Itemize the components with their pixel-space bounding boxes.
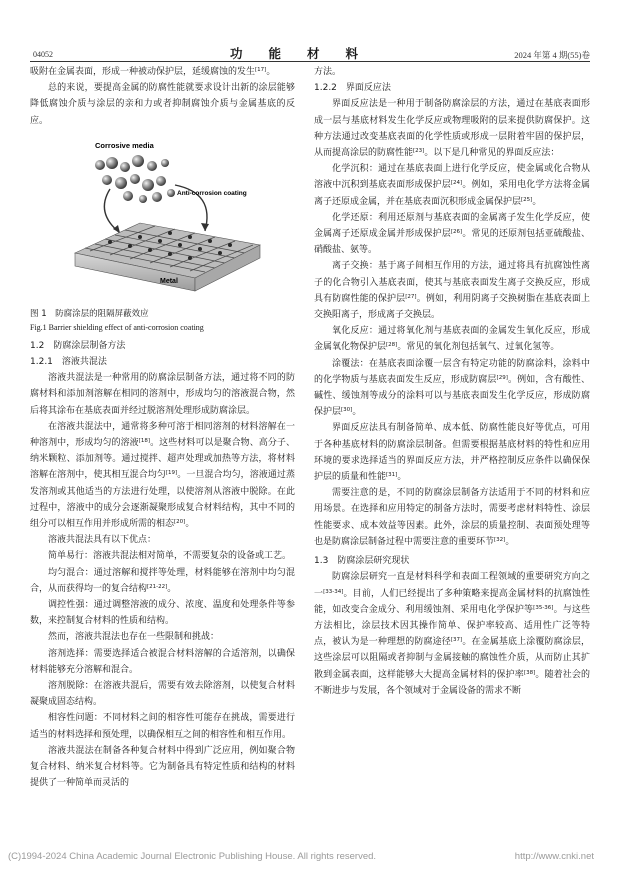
citation: [25]	[521, 196, 533, 203]
paragraph: 吸附在金属表面，形成一种被动保护层，延缓腐蚀的发生[17]。	[30, 67, 276, 77]
left-column	[30, 64, 295, 792]
paragraph: 调控性强：通过调整溶液的成分、浓度、温度和处理条件等参数，来控制复合材料的性质和结构。	[30, 600, 295, 627]
coating-label: Anti-corrosion coating	[177, 189, 247, 197]
footer-url[interactable]: http://www.cnki.net	[514, 851, 594, 862]
subsection-heading: 1.2.1 溶液共混法	[30, 357, 107, 368]
paragraph: 在溶液共混法中，通常将多种可溶于相同溶剂的材料溶解在一种溶剂中，形成均匀的溶液[18]。这些材料可以是聚合物、高分子、纳米颗粒、添加剂等。通过搅拌、超声处理或加热等方法，将材料溶解在溶剂中，使其相互混合均匀[19]。一旦混合均匀，溶液通过蒸发溶剂或其他适当的方法进行处理，以使溶剂从溶液中脱除。在此过程中，溶液中的成分会逐渐凝聚形成复合材料结构，其中不同的组分可以相互作用并形成所需的相态[20]。	[30, 421, 295, 530]
citation: [24]	[450, 180, 463, 187]
paragraph: 涂覆法：在基底表面涂覆一层含有特定功能的防腐涂料，涂料中的化学物质与基底表面发生反应，形成防腐层[29]。例如，含有酸性、碱性、缓蚀剂等成分的涂料可以与基底表面发生化学反应，形成防腐保护层[30]。	[314, 358, 590, 418]
paragraph: 化学沉积：通过在基底表面上进行化学反应，使金属或化合物从溶液中沉积到基底表面形成保护层[24]。例如，采用电化学方法将金属离子还原成金属，并在基底表面沉积形成金属保护层[25]。	[314, 164, 590, 207]
citation: [27]	[405, 293, 417, 300]
paragraph: 溶液共混法在制备各种复合材料中得到广泛应用，例如聚合物复合材料、纳米复合材料等。它为制备具有特定性质和结构的材料提供了一种简单而灵活的	[30, 745, 295, 789]
citation: [33-34]	[323, 588, 344, 595]
citation: [31]	[386, 472, 398, 479]
paragraph: 需要注意的是，不同的防腐涂层制备方法适用于不同的材料和应用场景。在选择和应用特定的制备方法时，需要考虑材料特性、涂层性能要求、成本效益等因素。此外，涂层的质量控制、表面预处理等也是防腐涂层制备过程中需要注意的重要环节[32]。	[314, 488, 590, 547]
figure-caption-en: Fig.1 Barrier shielding effect of anti-corrosion coating	[30, 322, 204, 332]
paragraph: 界面反应法具有制备简单、成本低、防腐性能良好等优点，可用于各种基底材料的防腐涂层制备。但需要根据基底材料的特性和应用环境的要求选择适当的界面反应方法，并严格控制反应条件以确保保护层的质量和性能[31]。	[314, 423, 590, 483]
citation: [21-22]	[147, 583, 168, 590]
paragraph: 相容性问题：不同材料之间的相容性可能存在挑战，需要进行适当的材料选择和预处理，以确保相互之间的相容性和相互作用。	[30, 713, 295, 740]
paragraph: 总的来说，要提高金属的防腐性能就要求设计出新的涂层能够降低腐蚀介质与涂层的亲和力或者抑制腐蚀介质与金属基底的反应。	[30, 83, 295, 126]
figure-caption-zh: 图 1 防腐涂层的阻隔屏蔽效应	[30, 308, 149, 319]
citation: [28]	[386, 342, 398, 349]
paragraph: 界面反应法是一种用于制备防腐涂层的方法，通过在基底表面形成一层与基底材料发生化学反应或物理吸附的层来提供防腐保护。这种方法通过改变基底表面的化学性质或形成一层附着牢固的保护层，从而提高涂层的防腐性能[23]。以下是几种常见的界面反应法：	[314, 99, 590, 159]
header-rule	[30, 61, 590, 62]
citation: [18]	[138, 438, 151, 445]
figure-1	[30, 133, 295, 305]
paragraph: 溶剂选择：需要选择适合被混合材料溶解的合适溶剂，以确保材料能够充分溶解和混合。	[30, 648, 295, 675]
citation: [26]	[450, 229, 463, 236]
subsection-heading: 1.2.2 界面反应法	[314, 83, 391, 94]
section-heading: 1.3 防腐涂层研究现状	[314, 556, 410, 567]
paragraph: 方法。	[314, 67, 342, 77]
issue-info: 2024 年第 4 期(55)卷	[514, 50, 590, 60]
citation: [38]	[523, 669, 536, 676]
paragraph: 溶剂脱除：在溶液共混后，需要有效去除溶剂，以使复合材料凝聚成固态结构。	[30, 681, 295, 708]
paragraph: 化学还原：利用还原剂与基底表面的金属离子发生化学反应，使金属离子还原成金属并形成保护层[26]。常见的还原剂包括亚硫酸盐、硝酸盐、氨等。	[314, 212, 590, 256]
metal-label: Metal	[160, 277, 178, 285]
citation: [19]	[165, 470, 178, 477]
paragraph: 然而，溶液共混法也存在一些限制和挑战：	[48, 632, 220, 643]
section-heading: 1.2 防腐涂层制备方法	[30, 340, 126, 351]
citation: [20]	[174, 519, 186, 526]
citation: [35-36]	[533, 604, 554, 611]
paragraph: 氧化反应：通过将氧化剂与基底表面的金属发生氧化反应，形成金属氧化物保护层[28]。常见的氧化剂包括氧气、过氧化氢等。	[314, 326, 590, 353]
journal-title: 功能材料	[230, 46, 385, 61]
right-column	[314, 64, 590, 699]
citation: [29]	[496, 374, 508, 381]
citation: [17]	[255, 67, 267, 73]
copyright-notice: (C)1994-2024 China Academic Journal Electronic Publishing House. All rights reserved.	[8, 851, 377, 862]
barrier-illustration	[65, 133, 265, 303]
paragraph: 离子交换：基于离子间相互作用的方法，通过将具有抗腐蚀性离子的化合物引入基底表面，使其与基底表面发生离子交换反应，形成具有防腐性能的保护层[27]。例如，利用阴离子交换树脂在基底表面上交换阳离子，形成离子交换层。	[314, 261, 590, 321]
citation: [32]	[494, 536, 506, 543]
paragraph: 溶液共混法具有以下优点：	[48, 535, 157, 546]
page-number: 04052	[33, 50, 53, 59]
citation: [37]	[450, 637, 463, 644]
paragraph: 溶液共混法是一种常用的防腐涂层制备方法，通过将不同的防腐材料和添加剂溶解在相同的溶剂中，形成均匀的溶液混合物，然后将其涂布在基底表面并经过脱溶剂处理形成防腐涂层。	[30, 373, 295, 416]
corrosive-media-label: Corrosive media	[95, 140, 154, 150]
paragraph: 简单易行：溶液共混法相对简单，不需要复杂的设备或工艺。	[48, 551, 292, 562]
citation: [30]	[341, 407, 353, 414]
citation: [23]	[413, 148, 425, 155]
paragraph: 防腐涂层研究一直是材料科学和表面工程领域的重要研究方向之一[33-34]。目前，人们已经提出了多种策略来提高金属材料的抗腐蚀性能，如改变合金成分、利用缓蚀剂、采用电化学保护等[35-36]。与这些方法相比，涂层技术因其操作简单、保护率较高、适用性广泛等特点，被认为是一种理想的防腐途径[37]。在金属基底上涂覆防腐涂层，这些涂层可以阻隔或者抑制与金属接触的腐蚀性介质，从而防止其扩散到金属表面，这样能够大大提高金属材料的保护率[38]。随着社会的不断进步与发展，各个领域对于金属设备的需求不断	[314, 572, 590, 696]
paragraph: 均匀混合：通过溶解和搅拌等处理，材料能够在溶剂中均匀混合，从而获得均一的复合结构[21-22]。	[30, 567, 295, 594]
